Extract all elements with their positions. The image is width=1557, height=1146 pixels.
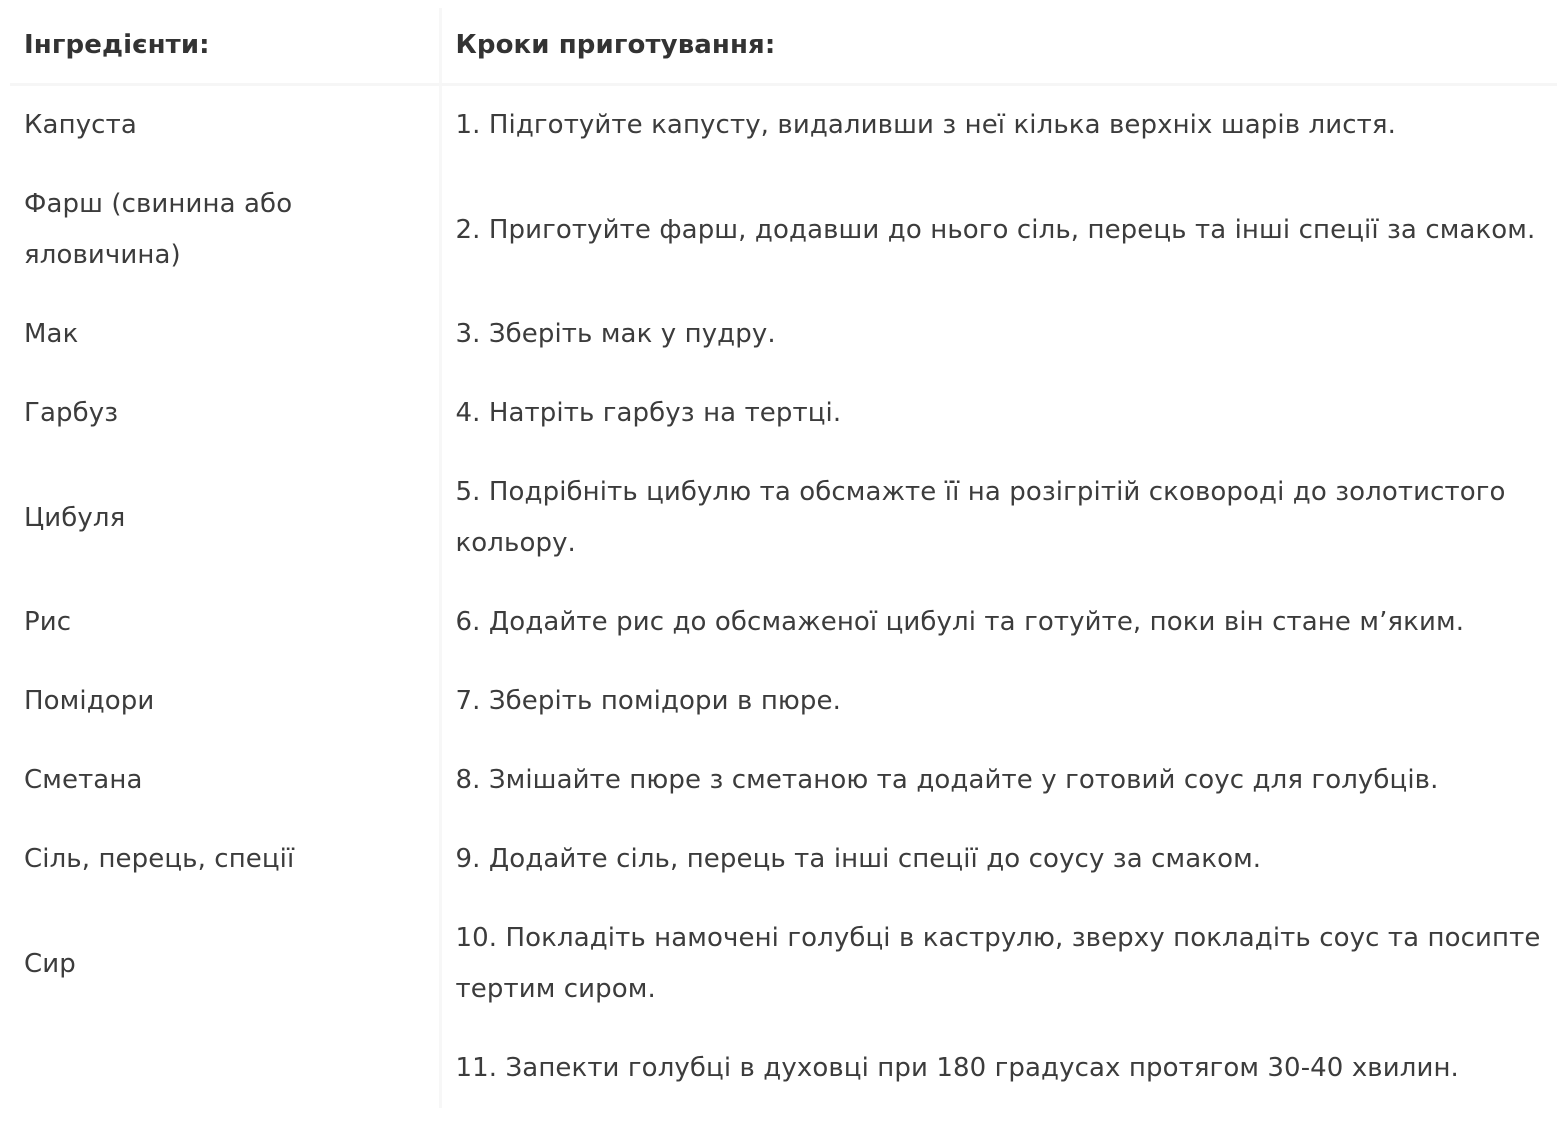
ingredient-cell: Гарбуз [24,398,119,428]
table-row [10,583,1557,662]
step-cell: 2. Приготуйте фарш, додавши до нього сіль, перець та інші спеції за смаком. [440,165,1557,295]
table-row [10,741,1557,820]
step-cell: 4. Натріть гарбуз на тертці. [440,374,1557,453]
ingredient-cell: Мак [24,319,79,349]
ingredient-cell: Фарш (свинина або яловичина) [24,189,293,270]
step-cell: 10. Покладіть намочені голубці в каструлю, зверху покладіть соус та посипте тертим сиром. [440,899,1557,1029]
table-row [10,662,1557,741]
step-cell: 1. Підготуйте капусту, видаливши з неї кілька верхніх шарів листя. [440,85,1557,166]
table-row [10,899,1557,1029]
ingredient-cell [10,1029,440,1108]
ingredient-cell: Сметана [24,765,143,795]
step-cell: 8. Змішайте пюре з сметаною та додайте у готовий соус для голубців. [440,741,1557,820]
step-cell: 9. Додайте сіль, перець та інші спеції до соусу за смаком. [440,820,1557,899]
ingredient-cell: Капуста [24,110,137,140]
ingredient-cell: Рис [24,607,72,637]
ingredient-cell: Помідори [24,686,155,716]
table-row [10,85,1557,166]
table-row [10,453,1557,583]
table-row [10,165,1557,295]
ingredients-header: Інгредієнти: [10,8,440,85]
table-row [10,820,1557,899]
step-cell: 11. Запекти голубці в духовці при 180 градусах протягом 30-40 хвилин. [440,1029,1557,1108]
step-cell: 3. Зберіть мак у пудру. [440,295,1557,374]
step-cell: 5. Подрібніть цибулю та обсмажте її на розігрітій сковороді до золотистого кольору. [440,453,1557,583]
table-row [10,295,1557,374]
ingredient-cell: Сіль, перець, спеції [24,844,295,874]
table-header-row [10,8,1557,85]
step-cell: 6. Додайте рис до обсмаженої цибулі та готуйте, поки він стане м’яким. [440,583,1557,662]
steps-header: Кроки приготування: [440,8,1557,85]
table-row [10,374,1557,453]
table-row [10,1029,1557,1108]
ingredient-cell: Сир [24,948,76,979]
ingredient-cell: Цибуля [24,502,126,533]
step-cell: 7. Зберіть помідори в пюре. [440,662,1557,741]
recipe-table [10,8,1557,1108]
